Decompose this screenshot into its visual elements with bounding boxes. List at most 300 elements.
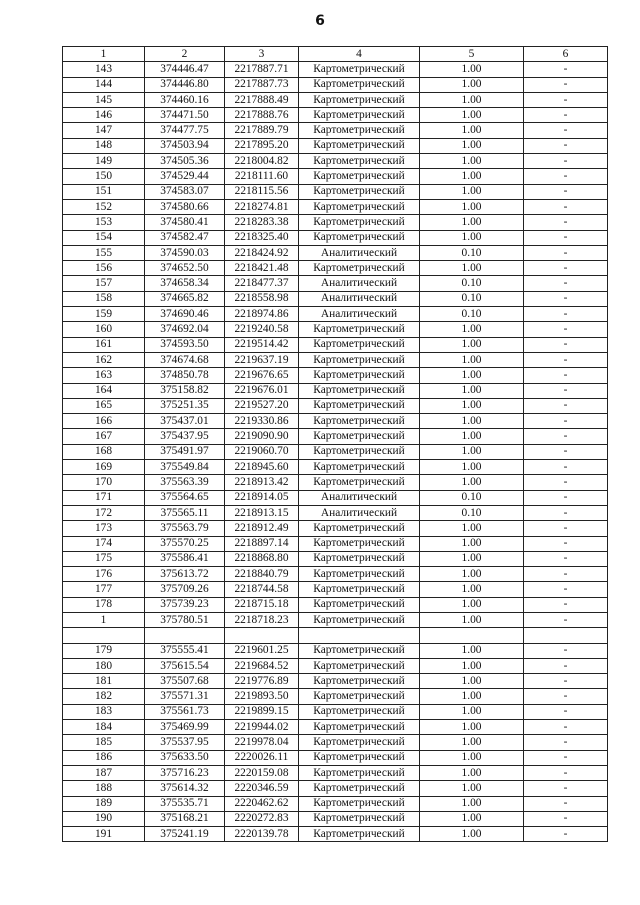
note-cell: -: [524, 123, 608, 138]
accuracy-cell: 1.00: [420, 261, 524, 276]
point-number-cell: 165: [63, 398, 145, 413]
note-cell: -: [524, 245, 608, 260]
table-row: [63, 612, 608, 627]
x-coordinate-cell: 375437.95: [145, 429, 225, 444]
y-coordinate-cell: 2218744.58: [225, 582, 299, 597]
y-coordinate-cell: 2217889.79: [225, 123, 299, 138]
column-header: 1: [63, 47, 145, 62]
note-cell: -: [524, 551, 608, 566]
note-cell: -: [524, 77, 608, 92]
table-row: [63, 230, 608, 245]
note-cell: -: [524, 781, 608, 796]
x-coordinate-cell: 375158.82: [145, 383, 225, 398]
table-row: [63, 138, 608, 153]
note-cell: -: [524, 750, 608, 765]
note-cell: -: [524, 199, 608, 214]
method-cell: Аналитический: [299, 245, 420, 260]
x-coordinate-cell: 374690.46: [145, 307, 225, 322]
x-coordinate-cell: 375491.97: [145, 444, 225, 459]
y-coordinate-cell: 2218974.86: [225, 307, 299, 322]
method-cell: Картометрический: [299, 689, 420, 704]
note-cell: -: [524, 720, 608, 735]
y-coordinate-cell: 2218111.60: [225, 169, 299, 184]
y-coordinate-cell: 2218912.49: [225, 521, 299, 536]
method-cell: Картометрический: [299, 612, 420, 627]
point-number-cell: 150: [63, 169, 145, 184]
method-cell: Картометрический: [299, 597, 420, 612]
table-row: [63, 383, 608, 398]
table-row: [63, 582, 608, 597]
note-cell: -: [524, 444, 608, 459]
note-cell: -: [524, 108, 608, 123]
y-coordinate-cell: 2218913.15: [225, 505, 299, 520]
y-coordinate-cell: 2218558.98: [225, 291, 299, 306]
x-coordinate-cell: 375709.26: [145, 582, 225, 597]
y-coordinate-cell: [225, 628, 299, 643]
method-cell: Аналитический: [299, 291, 420, 306]
point-number-cell: 152: [63, 199, 145, 214]
point-number-cell: 180: [63, 658, 145, 673]
accuracy-cell: 1.00: [420, 750, 524, 765]
point-number-cell: 160: [63, 322, 145, 337]
note-cell: -: [524, 796, 608, 811]
note-cell: [524, 628, 608, 643]
point-number-cell: 149: [63, 154, 145, 169]
accuracy-cell: 1.00: [420, 582, 524, 597]
table-row: [63, 720, 608, 735]
note-cell: -: [524, 337, 608, 352]
note-cell: -: [524, 261, 608, 276]
note-cell: -: [524, 567, 608, 582]
point-number-cell: 167: [63, 429, 145, 444]
method-cell: Картометрический: [299, 169, 420, 184]
table-row: [63, 781, 608, 796]
y-coordinate-cell: 2219776.89: [225, 674, 299, 689]
method-cell: Картометрический: [299, 383, 420, 398]
table-row: [63, 475, 608, 490]
x-coordinate-cell: 375537.95: [145, 735, 225, 750]
method-cell: Картометрический: [299, 337, 420, 352]
x-coordinate-cell: 375571.31: [145, 689, 225, 704]
accuracy-cell: 1.00: [420, 521, 524, 536]
point-number-cell: 179: [63, 643, 145, 658]
x-coordinate-cell: 375469.99: [145, 720, 225, 735]
accuracy-cell: 1.00: [420, 108, 524, 123]
note-cell: -: [524, 184, 608, 199]
accuracy-cell: 1.00: [420, 460, 524, 475]
method-cell: Картометрический: [299, 811, 420, 826]
x-coordinate-cell: 374580.66: [145, 199, 225, 214]
accuracy-cell: 1.00: [420, 368, 524, 383]
point-number-cell: 189: [63, 796, 145, 811]
accuracy-cell: 1.00: [420, 704, 524, 719]
accuracy-cell: 1.00: [420, 674, 524, 689]
table-row: [63, 215, 608, 230]
y-coordinate-cell: 2219978.04: [225, 735, 299, 750]
y-coordinate-cell: 2220272.83: [225, 811, 299, 826]
point-number-cell: 157: [63, 276, 145, 291]
point-number-cell: 162: [63, 352, 145, 367]
accuracy-cell: 1.00: [420, 475, 524, 490]
point-number-cell: 172: [63, 505, 145, 520]
y-coordinate-cell: 2218718.23: [225, 612, 299, 627]
note-cell: -: [524, 62, 608, 77]
point-number-cell: 169: [63, 460, 145, 475]
coordinates-table: [62, 46, 608, 842]
method-cell: Картометрический: [299, 827, 420, 842]
method-cell: Картометрический: [299, 643, 420, 658]
y-coordinate-cell: 2219637.19: [225, 352, 299, 367]
accuracy-cell: 1.00: [420, 612, 524, 627]
accuracy-cell: 1.00: [420, 199, 524, 214]
table-row: [63, 536, 608, 551]
accuracy-cell: 1.00: [420, 154, 524, 169]
y-coordinate-cell: 2219527.20: [225, 398, 299, 413]
note-cell: -: [524, 291, 608, 306]
point-number-cell: 185: [63, 735, 145, 750]
table-row: [63, 429, 608, 444]
point-number-cell: 158: [63, 291, 145, 306]
note-cell: -: [524, 322, 608, 337]
x-coordinate-cell: 374850.78: [145, 368, 225, 383]
method-cell: Картометрический: [299, 429, 420, 444]
accuracy-cell: 1.00: [420, 383, 524, 398]
table-row: [63, 398, 608, 413]
accuracy-cell: 1.00: [420, 429, 524, 444]
note-cell: -: [524, 490, 608, 505]
accuracy-cell: 0.10: [420, 245, 524, 260]
method-cell: Картометрический: [299, 704, 420, 719]
note-cell: -: [524, 597, 608, 612]
y-coordinate-cell: 2217895.20: [225, 138, 299, 153]
accuracy-cell: 1.00: [420, 138, 524, 153]
accuracy-cell: 0.10: [420, 490, 524, 505]
y-coordinate-cell: 2217887.73: [225, 77, 299, 92]
x-coordinate-cell: 374446.80: [145, 77, 225, 92]
table-row: [63, 77, 608, 92]
method-cell: Картометрический: [299, 521, 420, 536]
point-number-cell: 163: [63, 368, 145, 383]
method-cell: Аналитический: [299, 505, 420, 520]
table-row: [63, 291, 608, 306]
accuracy-cell: 0.10: [420, 505, 524, 520]
method-cell: Картометрический: [299, 582, 420, 597]
accuracy-cell: 1.00: [420, 337, 524, 352]
x-coordinate-cell: 374674.68: [145, 352, 225, 367]
y-coordinate-cell: 2219330.86: [225, 414, 299, 429]
note-cell: -: [524, 169, 608, 184]
note-cell: -: [524, 368, 608, 383]
method-cell: Картометрический: [299, 184, 420, 199]
note-cell: -: [524, 704, 608, 719]
x-coordinate-cell: 374529.44: [145, 169, 225, 184]
table-header-row: [63, 47, 608, 62]
point-number-cell: 145: [63, 92, 145, 107]
table-row: [63, 108, 608, 123]
table-row: [63, 521, 608, 536]
accuracy-cell: 1.00: [420, 765, 524, 780]
y-coordinate-cell: 2219676.65: [225, 368, 299, 383]
column-header: 4: [299, 47, 420, 62]
note-cell: -: [524, 215, 608, 230]
method-cell: Картометрический: [299, 444, 420, 459]
y-coordinate-cell: 2218477.37: [225, 276, 299, 291]
method-cell: Картометрический: [299, 123, 420, 138]
method-cell: Картометрический: [299, 460, 420, 475]
y-coordinate-cell: 2218283.38: [225, 215, 299, 230]
note-cell: -: [524, 811, 608, 826]
x-coordinate-cell: 374593.50: [145, 337, 225, 352]
note-cell: -: [524, 582, 608, 597]
table-row: [63, 199, 608, 214]
table-row: [63, 796, 608, 811]
column-header: 3: [225, 47, 299, 62]
point-number-cell: 173: [63, 521, 145, 536]
point-number-cell: 186: [63, 750, 145, 765]
y-coordinate-cell: 2217887.71: [225, 62, 299, 77]
accuracy-cell: 1.00: [420, 169, 524, 184]
x-coordinate-cell: 375437.01: [145, 414, 225, 429]
point-number-cell: 191: [63, 827, 145, 842]
x-coordinate-cell: 375507.68: [145, 674, 225, 689]
x-coordinate-cell: 375780.51: [145, 612, 225, 627]
column-header: 5: [420, 47, 524, 62]
x-coordinate-cell: 374503.94: [145, 138, 225, 153]
method-cell: Картометрический: [299, 398, 420, 413]
x-coordinate-cell: 375739.23: [145, 597, 225, 612]
method-cell: Картометрический: [299, 720, 420, 735]
table-row: [63, 827, 608, 842]
point-number-cell: 178: [63, 597, 145, 612]
note-cell: -: [524, 414, 608, 429]
note-cell: -: [524, 612, 608, 627]
table-row: [63, 811, 608, 826]
method-cell: Картометрический: [299, 536, 420, 551]
x-coordinate-cell: 375549.84: [145, 460, 225, 475]
point-number-cell: 143: [63, 62, 145, 77]
accuracy-cell: 1.00: [420, 536, 524, 551]
x-coordinate-cell: [145, 628, 225, 643]
x-coordinate-cell: 375535.71: [145, 796, 225, 811]
accuracy-cell: 1.00: [420, 322, 524, 337]
note-cell: -: [524, 276, 608, 291]
method-cell: Аналитический: [299, 307, 420, 322]
y-coordinate-cell: 2218424.92: [225, 245, 299, 260]
accuracy-cell: 1.00: [420, 123, 524, 138]
point-number-cell: 146: [63, 108, 145, 123]
x-coordinate-cell: 374583.07: [145, 184, 225, 199]
table-row: [63, 123, 608, 138]
point-number-cell: 148: [63, 138, 145, 153]
note-cell: -: [524, 765, 608, 780]
point-number-cell: 181: [63, 674, 145, 689]
note-cell: -: [524, 307, 608, 322]
column-header: 6: [524, 47, 608, 62]
note-cell: -: [524, 138, 608, 153]
accuracy-cell: 1.00: [420, 567, 524, 582]
y-coordinate-cell: 2219060.70: [225, 444, 299, 459]
point-number-cell: 168: [63, 444, 145, 459]
table-row: [63, 597, 608, 612]
point-number-cell: 1: [63, 612, 145, 627]
x-coordinate-cell: 374505.36: [145, 154, 225, 169]
x-coordinate-cell: 374477.75: [145, 123, 225, 138]
table-row: [63, 368, 608, 383]
table-row: [63, 674, 608, 689]
note-cell: -: [524, 643, 608, 658]
table-row: [63, 322, 608, 337]
method-cell: Картометрический: [299, 154, 420, 169]
y-coordinate-cell: 2218325.40: [225, 230, 299, 245]
note-cell: -: [524, 383, 608, 398]
method-cell: Картометрический: [299, 781, 420, 796]
method-cell: Картометрический: [299, 352, 420, 367]
note-cell: -: [524, 429, 608, 444]
note-cell: -: [524, 674, 608, 689]
x-coordinate-cell: 375561.73: [145, 704, 225, 719]
x-coordinate-cell: 374590.03: [145, 245, 225, 260]
accuracy-cell: 1.00: [420, 689, 524, 704]
table-row: [63, 643, 608, 658]
point-number-cell: 153: [63, 215, 145, 230]
table-row: [63, 352, 608, 367]
y-coordinate-cell: 2218945.60: [225, 460, 299, 475]
method-cell: Картометрический: [299, 199, 420, 214]
table-row: [63, 154, 608, 169]
table-row: [63, 414, 608, 429]
note-cell: -: [524, 230, 608, 245]
point-number-cell: 147: [63, 123, 145, 138]
table-row: [63, 337, 608, 352]
point-number-cell: 161: [63, 337, 145, 352]
table-row: [63, 628, 608, 643]
table-row: [63, 567, 608, 582]
note-cell: -: [524, 505, 608, 520]
table-row: [63, 490, 608, 505]
y-coordinate-cell: 2220346.59: [225, 781, 299, 796]
point-number-cell: 190: [63, 811, 145, 826]
y-coordinate-cell: 2218115.56: [225, 184, 299, 199]
accuracy-cell: 1.00: [420, 92, 524, 107]
y-coordinate-cell: 2218897.14: [225, 536, 299, 551]
y-coordinate-cell: 2219899.15: [225, 704, 299, 719]
method-cell: Картометрический: [299, 230, 420, 245]
x-coordinate-cell: 375563.79: [145, 521, 225, 536]
method-cell: Картометрический: [299, 261, 420, 276]
method-cell: Картометрический: [299, 215, 420, 230]
x-coordinate-cell: 375251.35: [145, 398, 225, 413]
x-coordinate-cell: 374652.50: [145, 261, 225, 276]
point-number-cell: 144: [63, 77, 145, 92]
method-cell: Картометрический: [299, 92, 420, 107]
point-number-cell: 154: [63, 230, 145, 245]
y-coordinate-cell: 2218913.42: [225, 475, 299, 490]
point-number-cell: 151: [63, 184, 145, 199]
accuracy-cell: 1.00: [420, 658, 524, 673]
x-coordinate-cell: 375565.11: [145, 505, 225, 520]
accuracy-cell: 1.00: [420, 352, 524, 367]
table-row: [63, 505, 608, 520]
accuracy-cell: 1.00: [420, 77, 524, 92]
method-cell: Картометрический: [299, 567, 420, 582]
accuracy-cell: 1.00: [420, 551, 524, 566]
x-coordinate-cell: 374471.50: [145, 108, 225, 123]
y-coordinate-cell: 2219676.01: [225, 383, 299, 398]
x-coordinate-cell: 375564.65: [145, 490, 225, 505]
accuracy-cell: 0.10: [420, 291, 524, 306]
method-cell: [299, 628, 420, 643]
y-coordinate-cell: 2217888.76: [225, 108, 299, 123]
x-coordinate-cell: 374460.16: [145, 92, 225, 107]
accuracy-cell: 1.00: [420, 597, 524, 612]
accuracy-cell: 1.00: [420, 230, 524, 245]
point-number-cell: 183: [63, 704, 145, 719]
accuracy-cell: 1.00: [420, 827, 524, 842]
table-row: [63, 444, 608, 459]
accuracy-cell: 0.10: [420, 307, 524, 322]
note-cell: -: [524, 92, 608, 107]
note-cell: -: [524, 460, 608, 475]
point-number-cell: 171: [63, 490, 145, 505]
method-cell: Картометрический: [299, 796, 420, 811]
method-cell: Картометрический: [299, 77, 420, 92]
note-cell: -: [524, 352, 608, 367]
accuracy-cell: 1.00: [420, 643, 524, 658]
point-number-cell: 175: [63, 551, 145, 566]
note-cell: -: [524, 536, 608, 551]
table-row: [63, 62, 608, 77]
accuracy-cell: 1.00: [420, 796, 524, 811]
table-row: [63, 658, 608, 673]
table-row: [63, 551, 608, 566]
accuracy-cell: 1.00: [420, 414, 524, 429]
accuracy-cell: 0.10: [420, 276, 524, 291]
accuracy-cell: 1.00: [420, 184, 524, 199]
x-coordinate-cell: 374692.04: [145, 322, 225, 337]
y-coordinate-cell: 2219240.58: [225, 322, 299, 337]
x-coordinate-cell: 375613.72: [145, 567, 225, 582]
method-cell: Картометрический: [299, 658, 420, 673]
y-coordinate-cell: 2218868.80: [225, 551, 299, 566]
accuracy-cell: 1.00: [420, 735, 524, 750]
x-coordinate-cell: 375570.25: [145, 536, 225, 551]
y-coordinate-cell: 2218421.48: [225, 261, 299, 276]
point-number-cell: [63, 628, 145, 643]
table-row: [63, 704, 608, 719]
x-coordinate-cell: 374582.47: [145, 230, 225, 245]
method-cell: Картометрический: [299, 735, 420, 750]
accuracy-cell: 1.00: [420, 720, 524, 735]
point-number-cell: 187: [63, 765, 145, 780]
y-coordinate-cell: 2218004.82: [225, 154, 299, 169]
x-coordinate-cell: 374665.82: [145, 291, 225, 306]
column-header: 2: [145, 47, 225, 62]
y-coordinate-cell: 2217888.49: [225, 92, 299, 107]
page-number: 6: [315, 13, 325, 29]
method-cell: Картометрический: [299, 674, 420, 689]
x-coordinate-cell: 375615.54: [145, 658, 225, 673]
point-number-cell: 184: [63, 720, 145, 735]
x-coordinate-cell: 374446.47: [145, 62, 225, 77]
table-row: [63, 307, 608, 322]
table-body: [63, 62, 608, 842]
y-coordinate-cell: 2220026.11: [225, 750, 299, 765]
y-coordinate-cell: 2218840.79: [225, 567, 299, 582]
y-coordinate-cell: 2219944.02: [225, 720, 299, 735]
note-cell: -: [524, 827, 608, 842]
point-number-cell: 164: [63, 383, 145, 398]
method-cell: Картометрический: [299, 475, 420, 490]
